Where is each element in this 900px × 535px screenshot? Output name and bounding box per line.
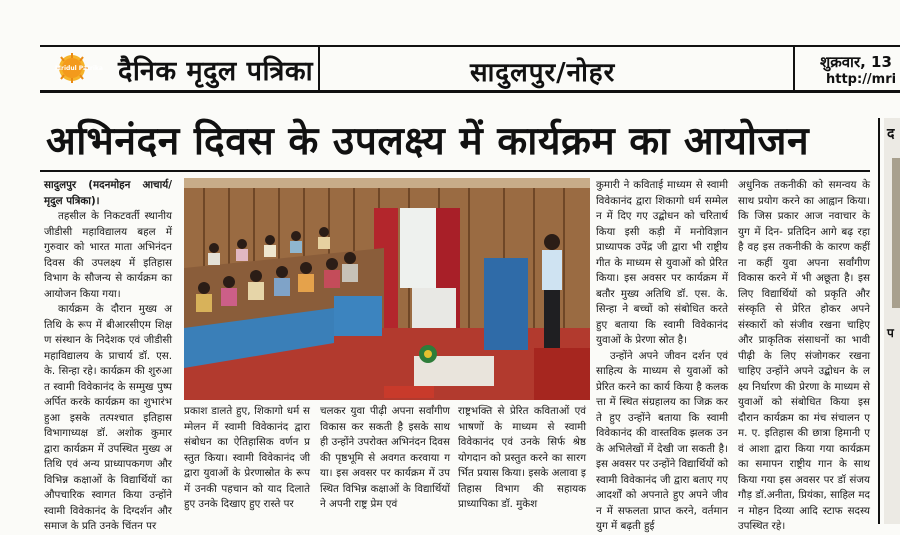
adjacent-article-strip	[884, 118, 900, 524]
speaker-figure	[542, 234, 562, 350]
photo-ceiling-strip	[184, 178, 590, 188]
side-strip-bottom-char: प	[887, 326, 894, 340]
article-paragraph: चलकर युवा पीढ़ी अपना सर्वांगीण विकास कर सकती है इसके साथ ही उन्होंने उपरोक्त अभिनंदन दिवस की पृष्ठभूमि से अवगत करवाया गया। इस अवसर पर कार्यक्रम में उपस्थित विभिन्न कक्षाओं के विद्यार्थियों ने अपनी राष्ट्र प्रेम एवं	[320, 405, 450, 510]
edition-city: सादुलपुर/नोहर	[470, 58, 616, 88]
svg-text:Mridul Patrika: Mridul Patrika	[55, 65, 103, 72]
masthead-divider-left	[318, 46, 320, 90]
side-strip-photo	[892, 158, 900, 308]
masthead-divider-right	[793, 46, 795, 90]
article-paragraph: अधुनिक तकनीकी को समन्वय के साथ प्रयोग करने का आह्वान किया। कि जिस प्रकार आज नवाचार के युग में दिन- प्रतिदिन आगे बढ़ रहा है वह इस तकनीकी के कारण कहीं ना कहीं युवा अपना सर्वांगीण विकास करने में भी अछूता है। इसलिए विद्यार्थियों को प्रकृति और संस्कृति से प्रेरित होकर अपने संस्कारों को संजीव रखना चाहिए और प्राकृतिक संसाधनों का भावी पीढ़ी के लिए संजोगकर रखना चाहिए उन्होंने अपने उद्बोधन के लक्ष्य निर्धारण की प्रेरणा के माध्यम से युवाओं को संबोधित किया इस दौरान कार्यक्रम का मंच संचालन एम. ए. इतिहास की छात्रा हिमानी एवं आशा द्वारा किया गया कार्यक्रम का समापन राष्ट्रीय गान के साथ किया गया इस अवसर पर डॉ संजय गौड़ डॉ.अनीता, प्रियंका, साहिल मदन मोहन दिव्या आदि स्टाफ सदस्य उपस्थित रहे।	[738, 179, 870, 532]
publication-date: शुक्रवार, 13	[820, 53, 892, 71]
article-paragraph: तहसील के निकटवर्ती स्थानीय जीडीसी महाविद्यालय बहल में गुरुवार को भारत माता अभिनंदन दिवस की उपलक्ष्य में इतिहास विभाग के सौजन्य से कार्यक्रम का आयोजन किया गया।	[44, 210, 172, 300]
red-chair	[534, 348, 590, 400]
masthead-bottom-rule	[40, 90, 900, 93]
side-strip-rule	[878, 118, 880, 524]
article-column-5	[738, 178, 870, 532]
article-paragraph: उन्होंने अपने जीवन दर्शन एवं साहित्य के माध्यम से युवाओं को प्रेरित करने का कार्य किया है कलकत्ता में स्थित संग्रहालय का जिक्र करते हुए उन्होंने बताया कि स्वामी विवेकानंद की वास्तविक झलक उनके अभिलेखों में देखी जा सकती है। इस अवसर पर उन्होंने विद्यार्थियों को स्वामी विवेकानंद जी द्वारा बताए गए आदर्शों को अपनाते हुए अपने जीवन में सफलता प्राप्त करने, वर्तमान युग में बढ़ती हुई	[596, 349, 728, 532]
paper-name: दैनिक मृदुल पत्रिका	[118, 56, 314, 87]
blue-desk-right	[334, 296, 382, 336]
window-pane	[400, 208, 436, 288]
bottom-flowers	[384, 386, 434, 398]
article-headline: अभिनंदन दिवस के उपलक्ष्य में कार्यक्रम का आयोजन	[46, 119, 810, 164]
article-column-3	[320, 404, 450, 524]
article-dateline: सादुलपुर (मदनमोहन आचार्य/ मृदुल पत्रिका)।	[44, 179, 172, 207]
article-column-4-upper	[596, 178, 728, 532]
article-column-1	[44, 178, 172, 532]
top-rule	[40, 45, 900, 47]
article-column-2	[184, 404, 310, 524]
article-paragraph: कार्यक्रम के दौरान मुख्य अतिथि के रूप में बीआरसीएम शिक्षण संस्थान के निदेशक एवं जीडीसी महाविद्यालय के प्राचार्य डॉ. एस. के. सिन्हा रहे। कार्यक्रम की शुरुआत स्वामी विवेकानंद के सम्मुख पुष्प अर्पित करके कार्यक्रम का शुभारंभ हुआ इसके तत्पश्चात इतिहास विभागाध्यक्ष डॉ. अशोक कुमार द्वारा कार्यक्रम में उपस्थित मुख्य अतिथि एवं अन्य प्राध्यापकगण और विभिन्न कक्षाओं के विद्यार्थियों का औपचारिक स्वागत किया उन्होंने स्वामी विवेकानंद के दिग्दर्शन और समाज के प्रति उनके चिंतन पर	[44, 303, 172, 532]
article-paragraph: प्रकाश डालते हुए, शिकागो धर्म सम्मेलन में स्वामी विवेकानंद द्वारा संबोधन का ऐतिहासिक वर्णन प्रस्तुत किया। स्वामी विवेकानंद जी द्वारा युवाओं के प्रेरणास्रोत के रूप में उनकी पहचान को याद दिलाते हुए उनके दिखाए हुए रास्ते पर	[184, 405, 310, 510]
speaker-podium	[484, 258, 528, 350]
website-url: http://mri	[826, 72, 897, 87]
mridul-patrika-logo	[48, 53, 110, 83]
event-photo	[184, 178, 590, 400]
headline-bottom-rule	[40, 170, 870, 172]
side-strip-top-char: द	[887, 126, 895, 142]
article-paragraph: कुमारी ने कविताई माध्यम से स्वामी विवेकानंद द्वारा शिकागो धर्म सम्मेलन में दिए गए उद्बोधन को चरितार्थ किया इसी कड़ी में मनोविज्ञान प्राध्यापक उपेंद्र जी द्वारा भी राष्ट्रीय गीत के माध्यम से युवाओं को प्रेरित किया। इस अवसर पर कार्यक्रम में बतौर मुख्य अतिथि डॉ. एस. के. सिन्हा ने बच्चों को संबोधित करते हुए बताया कि स्वामी विवेकानंद युवाओं के प्रेरणा स्रोत है।	[596, 179, 728, 346]
article-paragraph: राष्ट्रभक्ति से प्रेरित कविताओं एवं भाषणों के माध्यम से स्वामी विवेकानंद एवं उनके सिर्फ श्रेष्ठ योगदान को प्रस्तुत करने का सारगर्भित प्रयास किया। इसके अलावा इतिहास विभाग की सहायक प्राध्यापिका डॉ. मुकेश	[458, 405, 586, 510]
article-column-4-lower	[458, 404, 586, 524]
